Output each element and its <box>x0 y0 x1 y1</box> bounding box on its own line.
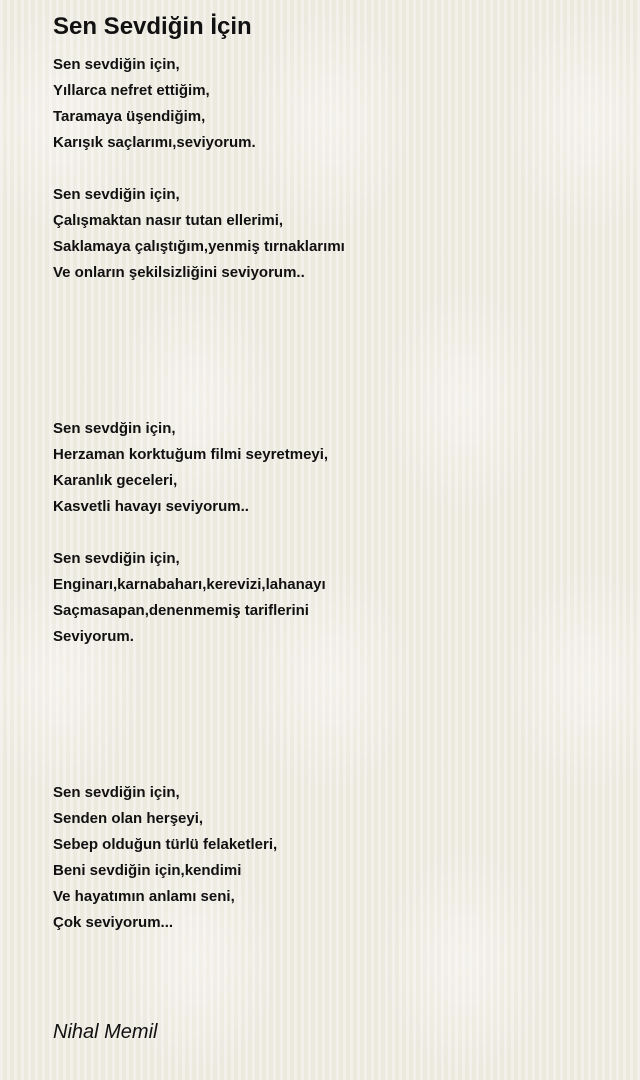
poem-line: Yıllarca nefret ettiğim, <box>53 82 210 99</box>
poem-line: Senden olan herşeyi, <box>53 810 204 827</box>
poem-line: Karanlık geceleri, <box>53 472 178 489</box>
poem-blank-line <box>53 338 613 364</box>
poem-line: Ve hayatımın anlamı seni, <box>53 888 235 905</box>
poem-author: Nihal Memil <box>53 1021 158 1043</box>
poem-line: Sebep olduğun türlü felaketleri, <box>53 836 278 853</box>
poem-line: Enginarı,karnabaharı,kerevizi,lahanayı <box>53 576 326 593</box>
poem-line: Sen sevdiğin için, <box>53 56 180 73</box>
poem-line: Sen sevdiğin için, <box>53 186 180 203</box>
poem-blank-line <box>53 676 613 702</box>
poem-line: Ve onların şekilsizliğini seviyorum.. <box>53 264 305 281</box>
poem-line: Sen sevdğin için, <box>53 420 176 437</box>
poem-line: Herzaman korktuğum filmi seyretmeyi, <box>53 446 329 463</box>
poem-line: Seviyorum. <box>53 628 134 645</box>
poem-blank-line <box>53 520 613 546</box>
poem-blank-line <box>53 286 613 312</box>
poem-line: Saçmasapan,denenmemiş tariflerini <box>53 602 309 619</box>
poem-line: Çalışmaktan nasır tutan ellerimi, <box>53 212 284 229</box>
poem-blank-line <box>53 728 613 754</box>
poem-blank-line <box>53 312 613 338</box>
poem-line: Sen sevdiğin için, <box>53 550 180 567</box>
poem-blank-line <box>53 702 613 728</box>
poem-line: Sen sevdiğin için, <box>53 784 180 801</box>
poem-blank-line <box>53 754 613 780</box>
poem-line: Saklamaya çalıştığım,yenmiş tırnaklarımı <box>53 238 345 255</box>
poem-blank-line <box>53 364 613 390</box>
poem-blank-line <box>53 156 613 182</box>
poem-blank-line <box>53 390 613 416</box>
poem-blank-line <box>53 650 613 676</box>
poem-line: Beni sevdiğin için,kendimi <box>53 862 242 879</box>
poem-title: Sen Sevdiğin İçin <box>53 13 252 40</box>
poem-body <box>53 52 613 936</box>
poem-line: Karışık saçlarımı,seviyorum. <box>53 134 256 151</box>
poem-line: Çok seviyorum... <box>53 914 174 931</box>
poem-line: Taramaya üşendiğim, <box>53 108 206 125</box>
poem-line: Kasvetli havayı seviyorum.. <box>53 498 249 515</box>
